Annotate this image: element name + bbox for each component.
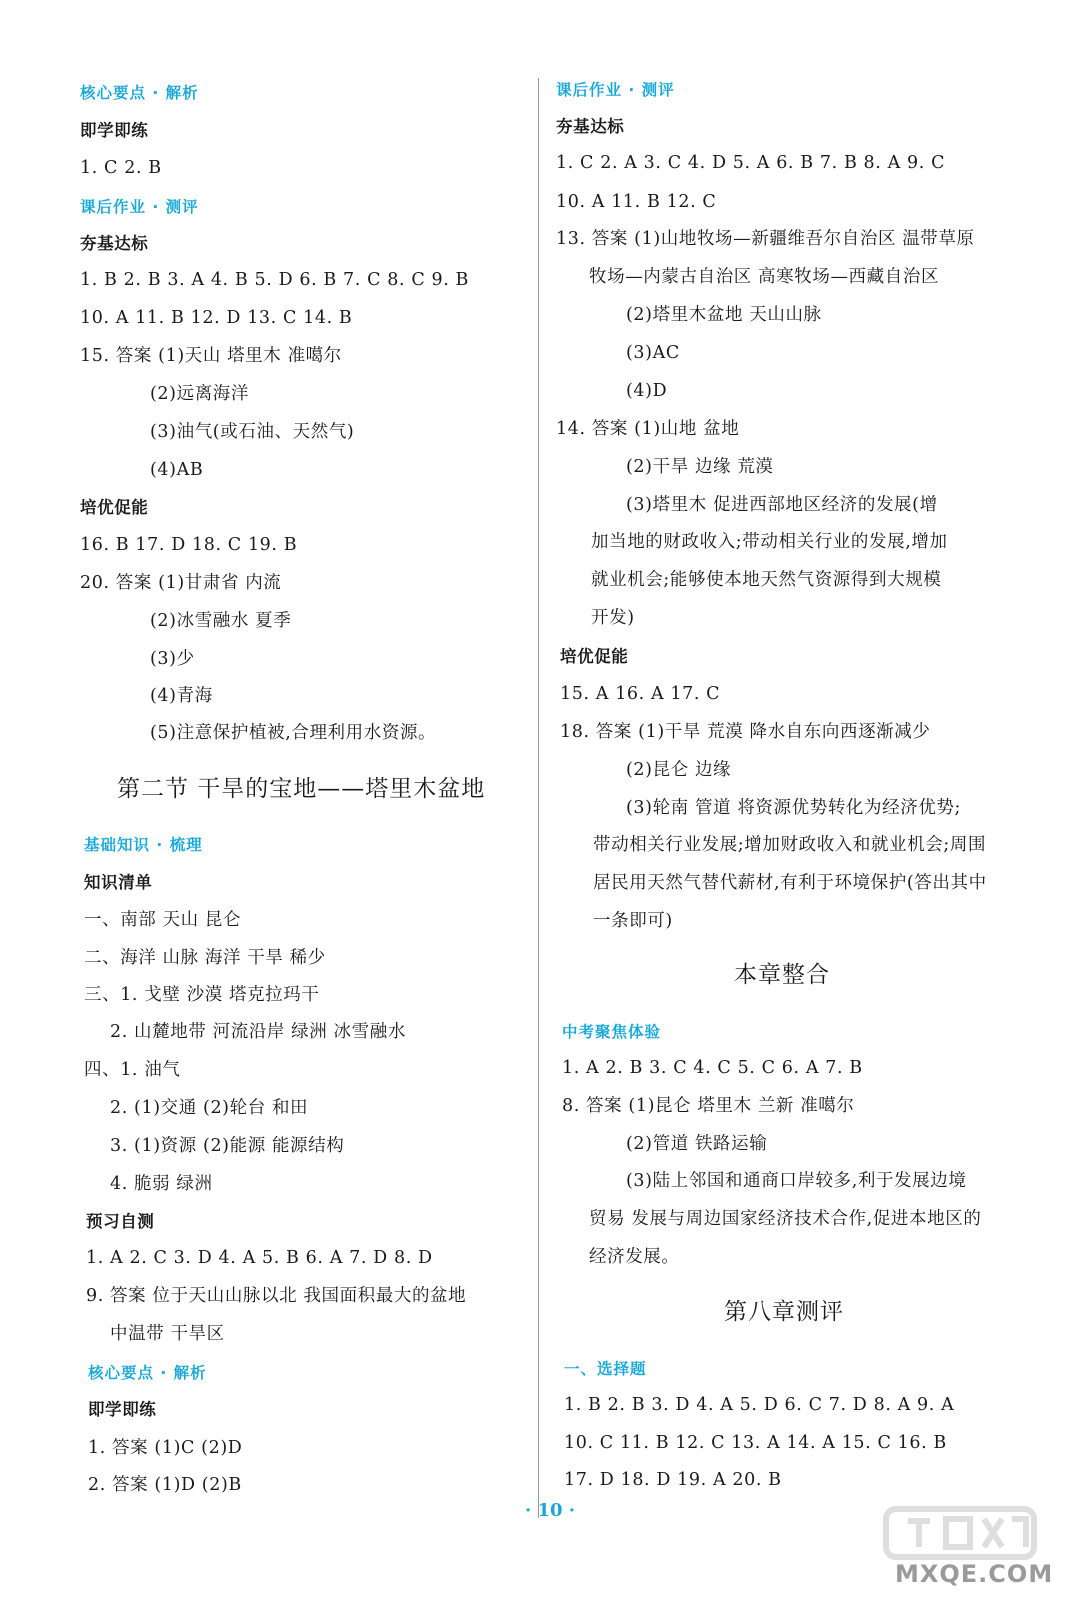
- answer-line: 16. B 17. D 18. C 19. B: [80, 535, 298, 555]
- answer-line: 1. B 2. B 3. A 4. B 5. D 6. B 7. C 8. C 9. B: [80, 270, 469, 290]
- answer-line: (4)D: [626, 381, 668, 401]
- answer-line: 8. 答案 (1)昆仑 塔里木 兰新 准噶尔: [562, 1096, 855, 1116]
- answer-line: 一、南部 天山 昆仑: [84, 910, 242, 930]
- answer-line: (3)AC: [626, 343, 680, 363]
- answer-line: (3)轮南 管道 将资源优势转化为经济优势;: [626, 798, 962, 818]
- section-title: 第二节 干旱的宝地——塔里木盆地: [117, 776, 486, 802]
- answer-line: 三、1. 戈壁 沙漠 塔克拉玛干: [84, 985, 320, 1005]
- subsection-heading: 预习自测: [86, 1212, 155, 1231]
- answer-line: (2)远离海洋: [150, 384, 249, 404]
- answer-line: 贸易 发展与周边国家经济技术合作,促进本地区的: [589, 1209, 982, 1229]
- section-heading: 中考聚焦体验: [562, 1023, 662, 1041]
- answer-line: 13. 答案 (1)山地牧场—新疆维吾尔自治区 温带草原: [556, 229, 975, 249]
- watermark-text: MXQE.COM: [895, 1560, 1054, 1588]
- answer-line: 2. 山麓地带 河流沿岸 绿洲 冰雪融水: [110, 1022, 406, 1042]
- answer-line: 四、1. 油气: [84, 1060, 181, 1080]
- answer-line: 2. 答案 (1)D (2)B: [88, 1475, 242, 1495]
- answer-line: (3)少: [150, 649, 195, 669]
- section-heading: 课后作业 · 测评: [80, 198, 199, 216]
- answer-line: (2)干旱 边缘 荒漠: [626, 457, 774, 477]
- answer-line: (3)陆上邻国和通商口岸较多,利于发展边境: [626, 1171, 967, 1191]
- answer-line: 10. A 11. B 12. D 13. C 14. B: [80, 308, 353, 328]
- subsection-heading: 培优促能: [80, 498, 149, 517]
- answer-line: 17. D 18. D 19. A 20. B: [564, 1470, 782, 1490]
- section-title: 第八章测评: [724, 1299, 844, 1325]
- answer-line: 居民用天然气替代薪材,有利于环境保护(答出其中: [593, 873, 987, 893]
- page-number: · 10 ·: [524, 1500, 576, 1521]
- answer-line: 14. 答案 (1)山地 盆地: [556, 419, 740, 439]
- column-divider: [538, 78, 539, 1518]
- section-heading: 课后作业 · 测评: [556, 81, 675, 99]
- answer-line: 带动相关行业发展;增加财政收入和就业机会;周围: [593, 835, 987, 855]
- answer-line: 9. 答案 位于天山山脉以北 我国面积最大的盆地: [86, 1286, 467, 1306]
- answer-line: 2. (1)交通 (2)轮台 和田: [110, 1098, 309, 1118]
- answer-line: (3)塔里木 促进西部地区经济的发展(增: [626, 495, 938, 515]
- answer-line: 就业机会;能够使本地天然气资源得到大规模: [591, 570, 942, 590]
- answer-line: 3. (1)资源 (2)能源 能源结构: [110, 1136, 345, 1156]
- answer-line: 15. 答案 (1)天山 塔里木 准噶尔: [80, 346, 342, 366]
- section-heading: 核心要点 · 解析: [88, 1364, 207, 1382]
- answer-line: (2)冰雪融水 夏季: [150, 611, 292, 631]
- answer-line: (4)青海: [150, 686, 213, 706]
- answer-line: 加当地的财政收入;带动相关行业的发展,增加: [591, 532, 948, 552]
- answer-line: (2)昆仑 边缘: [626, 760, 732, 780]
- answer-line: 开发): [591, 608, 635, 628]
- answer-line: 18. 答案 (1)干旱 荒漠 降水自东向西逐渐减少: [560, 722, 931, 742]
- subsection-heading: 即学即练: [88, 1400, 157, 1419]
- section-heading: 基础知识 · 梳理: [84, 836, 203, 854]
- answer-line: 1. C 2. A 3. C 4. D 5. A 6. B 7. B 8. A 9. C: [556, 153, 946, 173]
- subsection-heading: 知识清单: [84, 873, 153, 892]
- answer-line: 中温带 干旱区: [110, 1324, 225, 1344]
- subsection-heading: 即学即练: [80, 121, 149, 140]
- answer-line: 1. B 2. B 3. D 4. A 5. D 6. C 7. D 8. A 9. A: [564, 1395, 955, 1415]
- answer-line: 1. A 2. C 3. D 4. A 5. B 6. A 7. D 8. D: [86, 1248, 433, 1268]
- subsection-heading: 夯基达标: [556, 117, 625, 136]
- answer-line: 1. A 2. B 3. C 4. C 5. C 6. A 7. B: [562, 1058, 863, 1078]
- subsection-heading: 夯基达标: [80, 234, 149, 253]
- answer-line: 二、海洋 山脉 海洋 干旱 稀少: [84, 948, 326, 968]
- section-title: 本章整合: [734, 962, 830, 988]
- answer-line: 一条即可): [593, 911, 673, 931]
- section-heading: 一、选择题: [564, 1360, 647, 1378]
- answer-line: 15. A 16. A 17. C: [560, 684, 721, 704]
- answer-line: 1. 答案 (1)C (2)D: [88, 1438, 243, 1458]
- answer-line: 1. C 2. B: [80, 158, 162, 178]
- subsection-heading: 培优促能: [560, 647, 629, 666]
- answer-line: (3)油气(或石油、天然气): [150, 422, 355, 442]
- answer-line: (2)管道 铁路运输: [626, 1134, 768, 1154]
- answer-line: 4. 脆弱 绿洲: [110, 1174, 213, 1194]
- answer-line: 经济发展。: [589, 1247, 680, 1267]
- answer-line: (4)AB: [150, 460, 204, 480]
- answer-line: 20. 答案 (1)甘肃省 内流: [80, 573, 282, 593]
- answer-line: 10. A 11. B 12. C: [556, 192, 717, 212]
- answer-line: 10. C 11. B 12. C 13. A 14. A 15. C 16. B: [564, 1433, 947, 1453]
- answer-line: 牧场—内蒙古自治区 高寒牧场—西藏自治区: [589, 267, 940, 287]
- answer-line: (2)塔里木盆地 天山山脉: [626, 305, 822, 325]
- section-heading: 核心要点 · 解析: [80, 84, 199, 102]
- answer-line: (5)注意保护植被,合理利用水资源。: [150, 723, 437, 743]
